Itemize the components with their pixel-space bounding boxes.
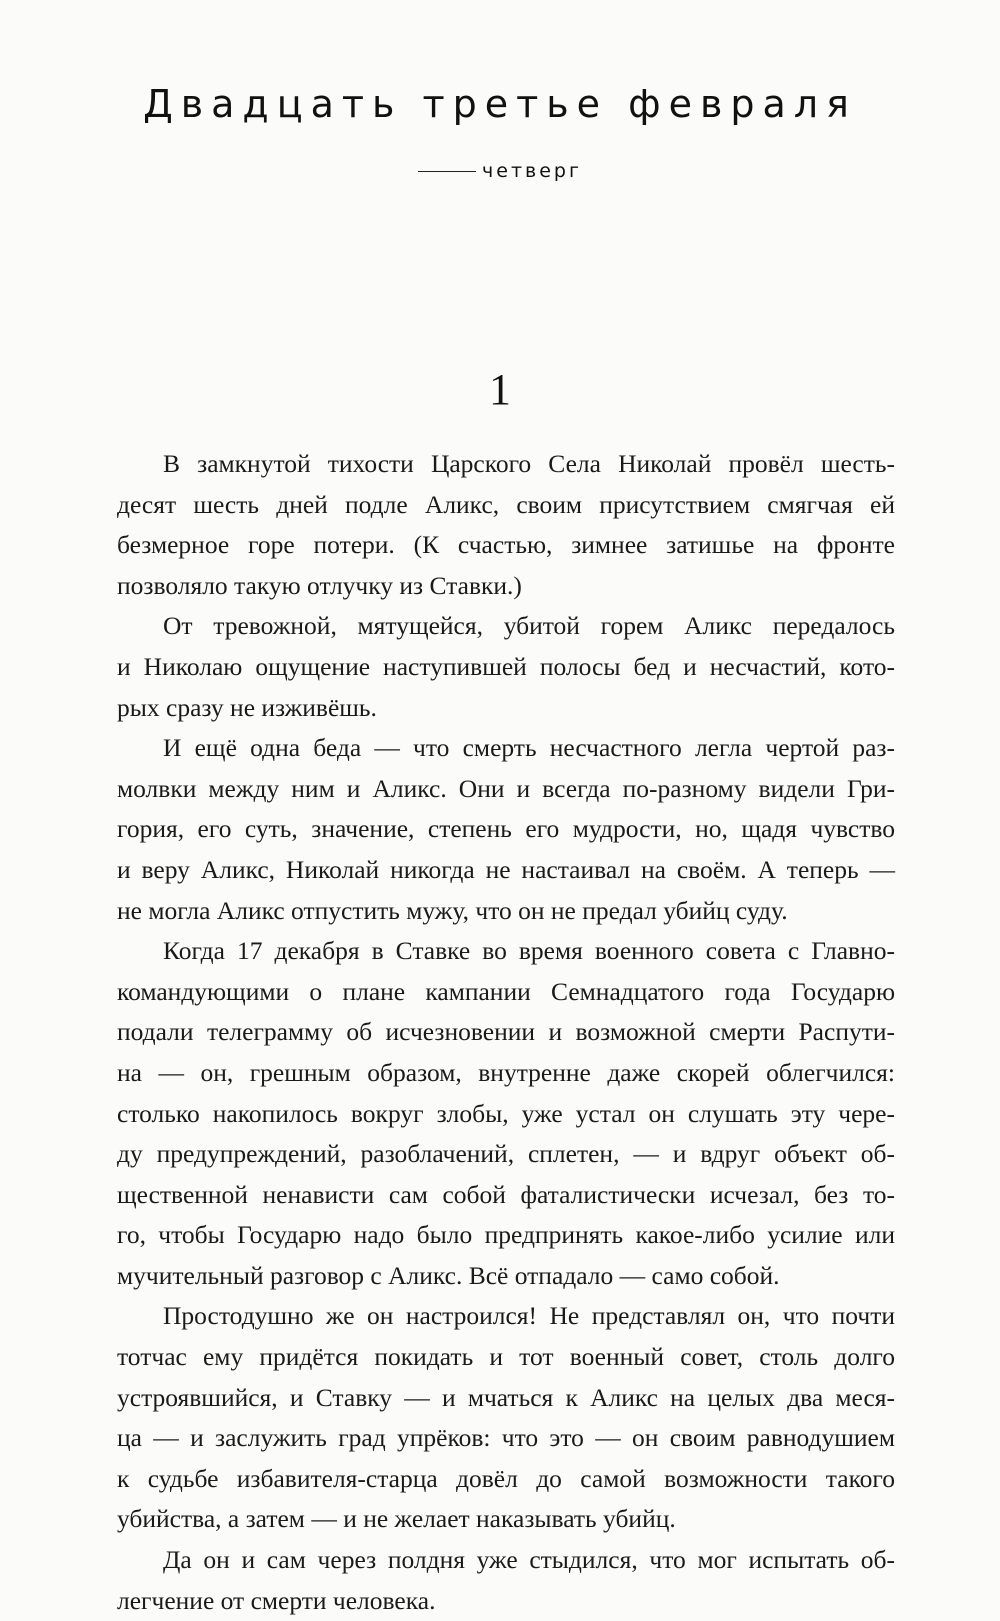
text-line: мучительный разговор с Аликс. Всё отпадало — само собой. [117, 1260, 780, 1290]
text-line: подали телеграмму об исчезновении и возможной смерти Распути- [117, 1017, 895, 1047]
text-line: И ещё одна беда — что смерть несчастного легла чертой раз- [163, 733, 895, 763]
text-line: убийства, а затем — и не желает наказывать убийц. [117, 1504, 676, 1534]
text-line: щественной ненависти сам собой фаталистически исчезал, без то- [117, 1179, 895, 1209]
paragraph [117, 1540, 895, 1621]
text-line: От тревожной, мятущейся, убитой горем Аликс передалось [163, 611, 895, 641]
paragraph [117, 931, 895, 1296]
body-text [117, 444, 895, 1621]
text-line: и веру Аликс, Николай никогда не настаивал на своём. А теперь — [117, 854, 895, 884]
text-line: Простодушно же он настроился! Не представлял он, что почти [163, 1301, 895, 1331]
text-line: десят шесть дней подле Аликс, своим присутствием смягчая ей [117, 489, 895, 519]
text-line: и Николаю ощущение наступившей полосы бед и несчастий, кото- [117, 651, 895, 681]
text-line: столько накопилось вокруг злобы, уже устал он слушать эту чере- [117, 1098, 895, 1128]
text-line: В замкнутой тихости Царского Села Николай провёл шесть- [163, 449, 895, 478]
chapter-number: 1 [489, 365, 511, 414]
text-line: Когда 17 декабря в Ставке во время военного совета с Главно- [163, 936, 895, 966]
text-line: го, чтобы Государю надо было предпринять какое-либо усилие или [117, 1220, 895, 1250]
paragraph [117, 1296, 895, 1540]
text-line: Да он и сам через полдня уже стыдился, что мог испытать об- [163, 1545, 895, 1575]
text-line: командующими о плане кампании Семнадцатого года Государю [117, 976, 895, 1006]
paragraph [117, 606, 895, 728]
text-line: молвки между ним и Аликс. Они и всегда по-разному видели Гри- [117, 773, 895, 803]
text-line: на — он, грешным образом, внутренне даже скорей облегчился: [117, 1057, 895, 1087]
section-subtitle [0, 160, 1000, 182]
text-line: легчение от смерти человека. [117, 1585, 436, 1615]
paragraph [117, 444, 895, 606]
text-line: устроявшийся, и Ставку — и мчаться к Аликс на целых два меся- [117, 1382, 895, 1412]
text-line: рых сразу не изживёшь. [117, 692, 377, 722]
text-line: ду предупреждений, разоблачений, сплетен, — и вдруг объект об- [117, 1139, 895, 1169]
text-line: гория, его суть, значение, степень его мудрости, но, щадя чувство [117, 814, 895, 844]
subtitle-text: четверг [482, 160, 582, 182]
section-title: Двадцать третье февраля [143, 82, 857, 126]
text-line: безмерное горе потери. (К счастью, зимнее затишье на фронте [117, 530, 895, 560]
paragraph [117, 728, 895, 931]
text-line: не могла Аликс отпустить мужу, что он не предал убийц суду. [117, 895, 788, 925]
text-line: позволяло такую отлучку из Ставки.) [117, 570, 522, 600]
subtitle-rule [418, 171, 476, 172]
text-line: тотчас ему придётся покидать и тот военный совет, столь долго [117, 1342, 895, 1372]
text-line: ца — и заслужить град упрёков: что это — он своим равнодушием [117, 1423, 895, 1453]
text-line: к судьбе избавителя-старца довёл до самой возможности такого [117, 1463, 895, 1493]
